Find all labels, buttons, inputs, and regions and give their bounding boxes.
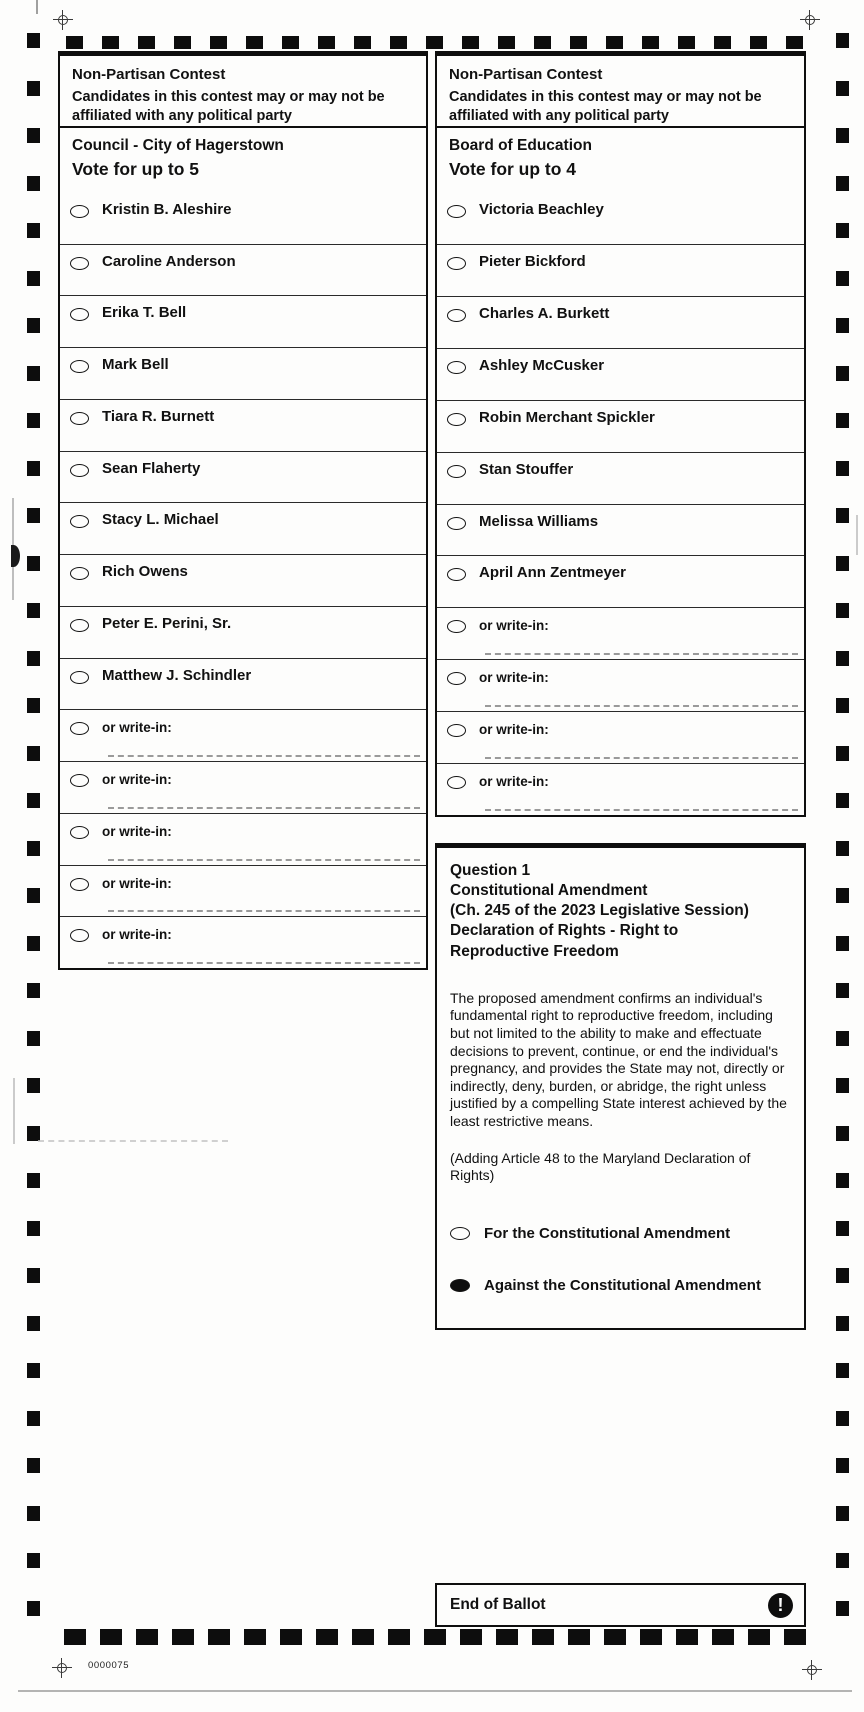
timing-mark [172,1629,194,1645]
candidate-name: Matthew J. Schindler [102,666,252,684]
question-option-label: Against the Constitutional Amendment [484,1276,761,1294]
candidate-name: April Ann Zentmeyer [479,564,626,582]
timing-mark [836,128,849,143]
vote-oval[interactable] [70,360,89,373]
vote-oval[interactable] [450,1227,470,1240]
vote-oval[interactable] [70,412,89,425]
question-body: The proposed amendment confirms an individual's fundamental right to reproductive freedom, including but not limited to the ability to make and effectuate decisions to prevent, continue, or end the individual's pregnancy, and provides the State may not, directly or indirectly, deny, burden, or abridge, the right unless justified by a compelling State interest achieved by the least restrictive means. [450,989,787,1130]
timing-mark [836,223,849,238]
candidate-name: Victoria Beachley [479,201,604,218]
scan-artifact [856,515,858,555]
vote-oval[interactable] [70,619,89,632]
timing-mark [460,1629,482,1645]
candidate-row [60,606,426,658]
timing-mark [27,1506,40,1521]
timing-mark [316,1629,338,1645]
candidate-row [60,347,426,399]
contest-header-title: Non-Partisan Contest [449,66,603,83]
timing-mark [836,1411,849,1426]
timing-mark [27,1173,40,1188]
write-in-label: or write-in: [102,772,172,788]
timing-mark [750,36,767,49]
candidate-name: Ashley McCusker [479,356,605,374]
contest-header [437,56,804,128]
timing-mark [27,1553,40,1568]
timing-mark [27,318,40,333]
contest-instruction: Vote for up to 4 [449,159,577,179]
vote-oval[interactable] [70,722,89,735]
contest-title: Council - City of Hagerstown [72,137,284,154]
timing-mark [27,746,40,761]
timing-mark [836,1126,849,1141]
candidate-row [60,295,426,347]
write-in-label: or write-in: [102,927,172,943]
candidate-row [437,452,804,504]
vote-oval[interactable] [447,257,466,270]
candidate-row [437,296,804,348]
candidate-row [437,244,804,296]
timing-mark [27,1411,40,1426]
vote-oval[interactable] [447,724,466,737]
vote-oval[interactable] [450,1279,470,1292]
timing-mark [426,36,443,49]
timing-mark [27,508,40,523]
write-in-row [60,813,426,865]
timing-mark [836,1078,849,1093]
timing-mark [354,36,371,49]
timing-mark [27,1221,40,1236]
candidate-name: Erika T. Bell [102,304,187,322]
timing-mark [836,271,849,286]
timing-mark [244,1629,266,1645]
timing-mark [27,176,40,191]
timing-mark [390,36,407,49]
timing-mark [532,1629,554,1645]
write-in-row [437,763,804,815]
timing-mark [836,176,849,191]
candidate-name: Stacy L. Michael [102,511,219,529]
timing-mark [836,81,849,96]
timing-mark [318,36,335,49]
timing-mark [388,1629,410,1645]
write-in-label: or write-in: [102,823,172,839]
contest-header [60,56,426,128]
question-options [450,1225,791,1294]
write-in-line[interactable] [108,910,420,912]
timing-mark [27,1316,40,1331]
timing-mark [836,888,849,903]
timing-mark [27,33,40,48]
question-option-label: For the Constitutional Amendment [484,1224,731,1242]
timing-mark [836,936,849,951]
timing-mark [836,983,849,998]
question-title-line: Constitutional Amendment [450,882,648,900]
candidate-name: Pieter Bickford [479,252,586,270]
vote-oval[interactable] [70,774,89,787]
write-in-line[interactable] [108,962,420,964]
write-in-line[interactable] [108,755,420,757]
scan-artifact [11,545,20,567]
contest-box-council [58,51,428,970]
vote-oval[interactable] [447,776,466,789]
timing-mark [496,1629,518,1645]
vote-oval[interactable] [70,515,89,528]
candidate-name: Charles A. Burkett [479,304,610,322]
timing-mark [604,1629,626,1645]
end-of-ballot-box [435,1583,806,1627]
write-in-row [60,865,426,917]
write-in-row [437,607,804,659]
timing-mark [27,1126,40,1141]
vote-oval[interactable] [70,205,89,218]
ballot-serial: 0000075 [88,1660,130,1671]
write-in-row [60,916,426,968]
question-title-line: Reproductive Freedom [450,942,619,960]
candidate-row [437,400,804,452]
timing-mark [27,556,40,571]
timing-mark [27,841,40,856]
question-title-line: (Ch. 245 of the 2023 Legislative Session) [450,902,749,920]
contest-title: Board of Education [449,137,592,154]
candidate-row [60,451,426,503]
write-in-label: or write-in: [102,720,172,736]
candidate-row [60,193,426,244]
timing-mark [27,793,40,808]
candidate-row [437,348,804,400]
question-title-line: Declaration of Rights - Right to [450,922,679,940]
write-in-row [60,761,426,813]
timing-mark [27,271,40,286]
question-title-line: Question 1 [450,862,531,879]
timing-mark [27,603,40,618]
vote-oval[interactable] [447,620,466,633]
timing-mark [836,366,849,381]
timing-mark [136,1629,158,1645]
vote-oval[interactable] [447,413,466,426]
timing-mark [784,1629,806,1645]
timing-mark [570,36,587,49]
timing-mark [27,1363,40,1378]
vote-oval[interactable] [447,361,466,374]
scan-artifact [38,1140,228,1142]
candidate-row [437,555,804,607]
write-in-row [437,659,804,711]
candidate-name: Caroline Anderson [102,252,236,270]
question-note: (Adding Article 48 to the Maryland Declaration of Rights) [450,1149,751,1184]
vote-oval[interactable] [447,517,466,530]
scan-artifact [13,1078,15,1144]
exclamation-icon: ! [768,1593,793,1618]
candidate-name: Robin Merchant Spickler [479,408,655,426]
timing-mark [836,508,849,523]
timing-mark [836,1268,849,1283]
timing-mark [836,793,849,808]
write-in-line[interactable] [485,809,798,811]
registration-mark-top-left [53,10,73,30]
timing-mark [27,366,40,381]
vote-oval[interactable] [70,878,89,891]
timing-mark [642,36,659,49]
timing-mark [786,36,803,49]
end-of-ballot-label: End of Ballot [450,1596,546,1613]
timing-mark [64,1629,86,1645]
timing-mark [836,1506,849,1521]
registration-mark-bottom-left [52,1658,72,1678]
vote-oval[interactable] [447,309,466,322]
contest-header-title: Non-Partisan Contest [72,66,226,83]
question-title [450,861,791,962]
candidate-name: Tiara R. Burnett [102,407,215,425]
write-in-line[interactable] [485,757,798,759]
vote-oval[interactable] [447,465,466,478]
timing-mark [676,1629,698,1645]
contest-header-note: Candidates in this contest may or may not be affiliated with any political party [72,89,385,124]
timing-mark [606,36,623,49]
write-in-line[interactable] [485,653,798,655]
write-in-line[interactable] [485,705,798,707]
contest-title-block [60,128,426,193]
contest-header-note: Candidates in this contest may or may not be affiliated with any political party [449,89,762,124]
timing-mark [534,36,551,49]
timing-mark [27,223,40,238]
timing-mark [714,36,731,49]
timing-mark [836,1363,849,1378]
timing-mark [246,36,263,49]
vote-oval[interactable] [447,672,466,685]
candidate-name: Kristin B. Aleshire [102,201,232,218]
timing-mark [712,1629,734,1645]
timing-mark [836,413,849,428]
registration-mark-top-right [800,10,820,30]
timing-mark [640,1629,662,1645]
candidate-row [60,502,426,554]
timing-mark [27,651,40,666]
timing-mark [27,413,40,428]
timing-mark [678,36,695,49]
write-in-row [60,709,426,761]
write-in-label: or write-in: [479,670,549,686]
timing-mark [836,318,849,333]
timing-mark [208,1629,230,1645]
timing-mark [27,1601,40,1616]
contest-title-block [437,128,804,193]
write-in-line[interactable] [108,859,420,861]
timing-mark [210,36,227,49]
timing-mark [748,1629,770,1645]
timing-mark [100,1629,122,1645]
timing-mark [27,698,40,713]
timing-mark [27,1031,40,1046]
write-in-label: or write-in: [479,774,549,790]
candidate-name: Stan Stouffer [479,460,574,478]
candidate-name: Melissa Williams [479,512,599,530]
registration-mark-bottom-right [802,1660,822,1680]
timing-mark [568,1629,590,1645]
timing-mark [27,128,40,143]
timing-mark [836,1553,849,1568]
timing-mark [424,1629,446,1645]
vote-oval[interactable] [70,671,89,684]
candidate-name: Rich Owens [102,563,188,581]
write-in-row [437,711,804,763]
timing-mark [27,1458,40,1473]
timing-mark [280,1629,302,1645]
write-in-label: or write-in: [479,722,549,738]
timing-mark [836,841,849,856]
write-in-label: or write-in: [102,875,172,891]
timing-mark [66,36,83,49]
timing-mark [836,1601,849,1616]
candidate-row [60,554,426,606]
candidate-row [437,193,804,244]
timing-mark [174,36,191,49]
timing-mark [27,461,40,476]
timing-mark [836,1316,849,1331]
vote-oval[interactable] [70,257,89,270]
timing-mark [836,1221,849,1236]
timing-mark [462,36,479,49]
scan-artifact [36,0,38,14]
vote-oval[interactable] [447,568,466,581]
timing-mark [27,888,40,903]
vote-oval[interactable] [70,826,89,839]
contest-instruction: Vote for up to 5 [72,159,200,179]
candidate-row [60,658,426,710]
vote-oval[interactable] [447,205,466,218]
candidate-name: Sean Flaherty [102,459,201,477]
candidate-rows [60,193,426,968]
question-option-for [450,1225,791,1242]
timing-mark [836,1173,849,1188]
candidate-name: Peter E. Perini, Sr. [102,614,232,632]
candidate-rows [437,193,804,815]
timing-mark [836,746,849,761]
timing-mark [836,1458,849,1473]
timing-mark [836,698,849,713]
timing-mark [27,983,40,998]
write-in-label: or write-in: [479,618,549,634]
timing-mark [27,936,40,951]
timing-mark [498,36,515,49]
timing-mark [27,1268,40,1283]
timing-mark [27,1078,40,1093]
timing-mark [27,81,40,96]
timing-mark [102,36,119,49]
timing-mark [138,36,155,49]
write-in-line[interactable] [108,807,420,809]
candidate-name: Mark Bell [102,356,169,374]
contest-box-board-of-education [435,51,806,817]
timing-mark [836,461,849,476]
candidate-row [60,244,426,296]
timing-mark [282,36,299,49]
timing-mark [836,33,849,48]
timing-mark [352,1629,374,1645]
question-option-against [450,1277,791,1294]
timing-mark [836,556,849,571]
timing-mark [836,651,849,666]
timing-mark [836,603,849,618]
question-box [435,843,806,1330]
scan-artifact [18,1690,852,1692]
candidate-row [60,399,426,451]
timing-mark [836,1031,849,1046]
candidate-row [437,504,804,556]
vote-oval[interactable] [70,929,89,942]
vote-oval[interactable] [70,464,89,477]
vote-oval[interactable] [70,567,89,580]
vote-oval[interactable] [70,308,89,321]
